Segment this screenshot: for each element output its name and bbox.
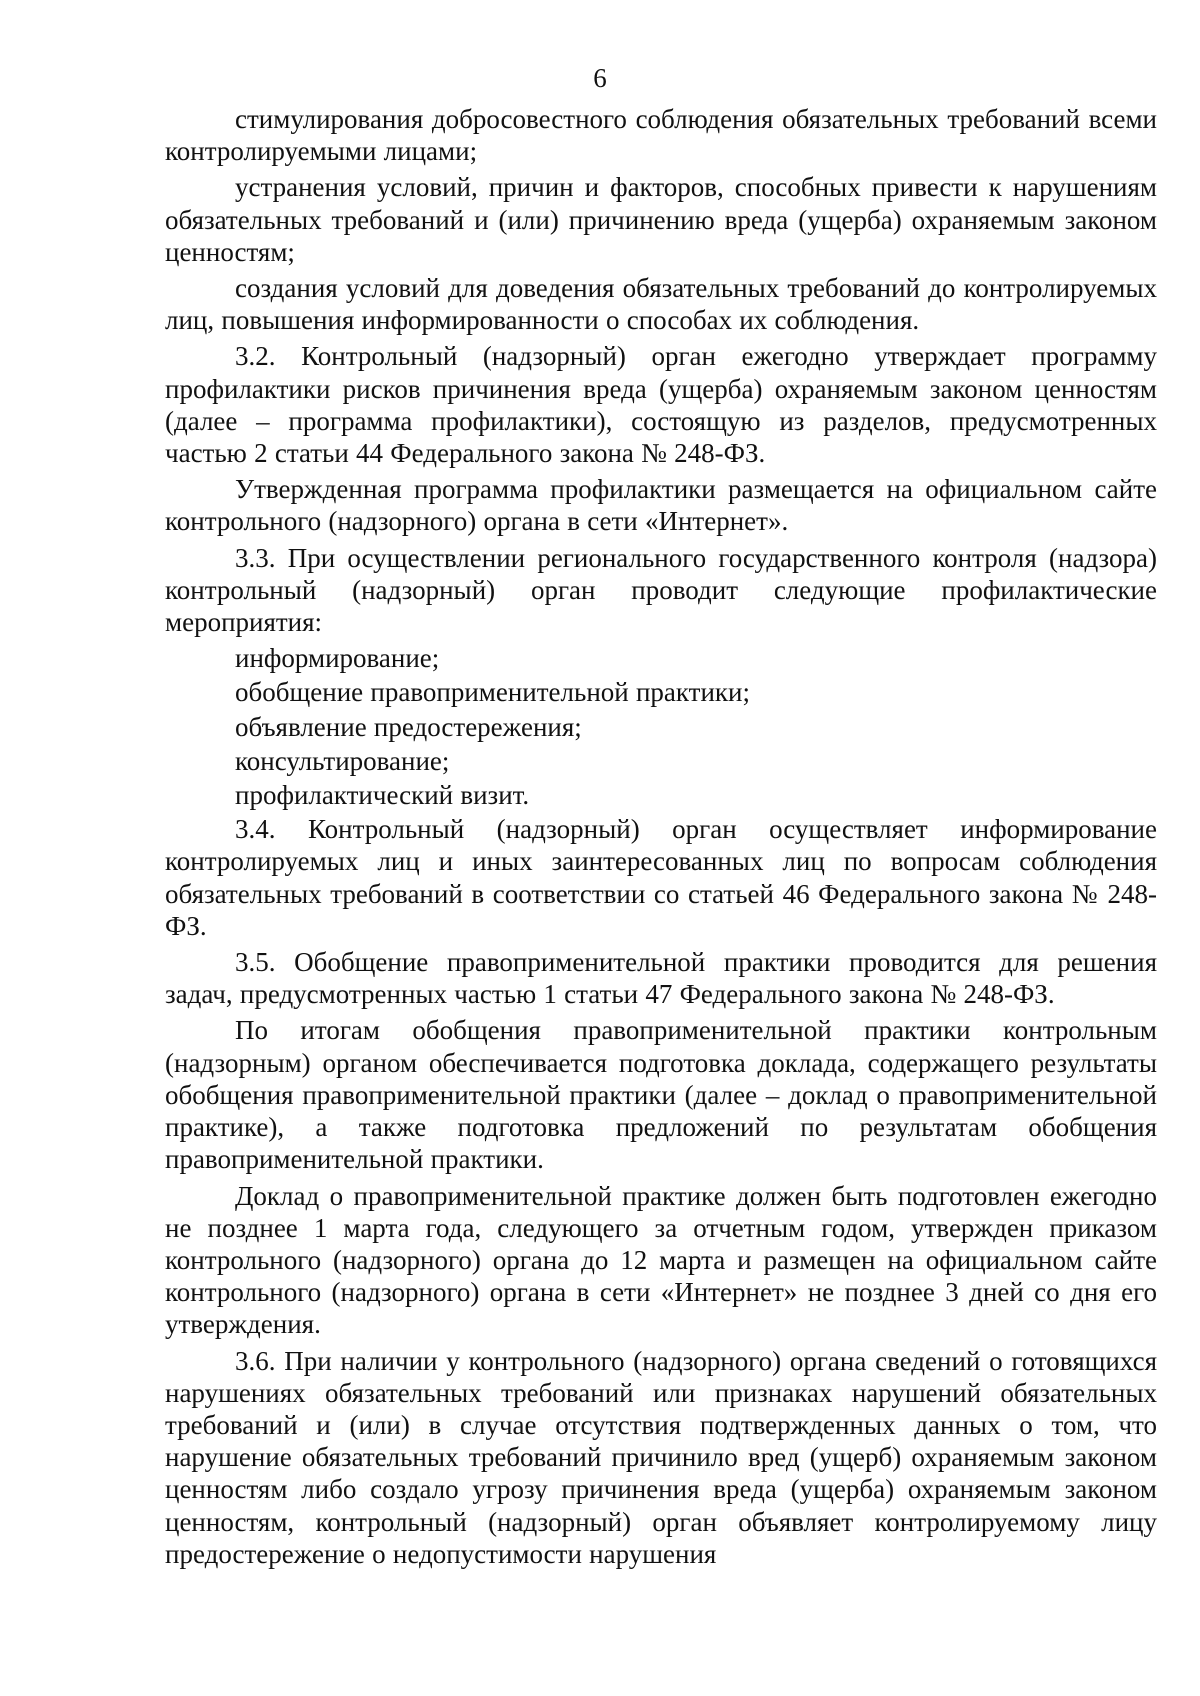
list-item-consulting: консультирование; <box>235 745 450 776</box>
paragraph-report-deadline: Доклад о правоприменительной практике должен быть подготовлен ежегодно не позднее 1 марта года, следующего за отчетным годом, утвержден приказом контрольного (надзорного) органа до 12 марта и размещен на официальном сайте контрольного (надзорного) органа в сети «Интернет» не позднее 3 дней со дня его утверждения. <box>165 1180 1157 1340</box>
paragraph-3-3: 3.3. При осуществлении регионального государственного контроля (надзора) контрольный (надзорный) орган проводит следующие профилактические мероприятия: <box>165 542 1157 638</box>
paragraph-stimulation: стимулирования добросовестного соблюдения обязательных требований всеми контролируемыми лицами; <box>165 104 1157 167</box>
list-item-informing: информирование; <box>235 643 440 674</box>
paragraph-3-5: 3.5. Обобщение правоприменительной практики проводится для решения задач, предусмотренных частью 1 статьи 47 Федерального закона № 248-ФЗ. <box>165 947 1157 1010</box>
page-number: 6 <box>593 63 607 93</box>
list-item-warning: объявление предостережения; <box>235 711 582 742</box>
paragraph-report-preparation: По итогам обобщения правоприменительной практики контрольным (надзорным) органом обеспечивается подготовка доклада, содержащего результаты обобщения правоприменительной практики (далее – доклад о правоприменительной практике), а также подготовка предложений по результатам обобщения правоприменительной практики. <box>165 1015 1157 1175</box>
list-item-visit: профилактический визит. <box>235 780 530 811</box>
paragraph-program-publication: Утвержденная программа профилактики размещается на официальном сайте контрольного (надзорного) органа в сети «Интернет». <box>165 474 1157 537</box>
paragraph-3-4: 3.4. Контрольный (надзорный) орган осуществляет информирование контролируемых лиц и иных заинтересованных лиц по вопросам соблюдения обязательных требований в соответствии со статьей 46 Федерального закона № 248-ФЗ. <box>165 814 1157 941</box>
paragraph-3-6: 3.6. При наличии у контрольного (надзорного) органа сведений о готовящихся нарушениях обязательных требований или признаках нарушений обязательных требований и (или) в случае отсутствия подтвержденных данных о том, что нарушение обязательных требований причинило вред (ущерб) охраняемым законом ценностям либо создало угрозу причинения вреда (ущерба) охраняемым законом ценностям, контрольный (надзорный) орган объявляет контролируемому лицу предостережение о недопустимости нарушения <box>165 1345 1157 1569</box>
paragraph-elimination: устранения условий, причин и факторов, способных привести к нарушениям обязательных требований и (или) причинению вреда (ущерба) охраняемым законом ценностям; <box>165 172 1157 267</box>
paragraph-conditions: создания условий для доведения обязательных требований до контролируемых лиц, повышения информированности о способах их соблюдения. <box>165 273 1157 336</box>
list-item-generalization: обобщение правоприменительной практики; <box>235 677 750 708</box>
paragraph-3-2: 3.2. Контрольный (надзорный) орган ежегодно утверждает программу профилактики рисков причинения вреда (ущерба) охраняемым законом ценностям (далее – программа профилактики), состоящую из разделов, предусмотренных частью 2 статьи 44 Федерального закона № 248-ФЗ. <box>165 341 1157 469</box>
document-body <box>165 103 1157 1574</box>
